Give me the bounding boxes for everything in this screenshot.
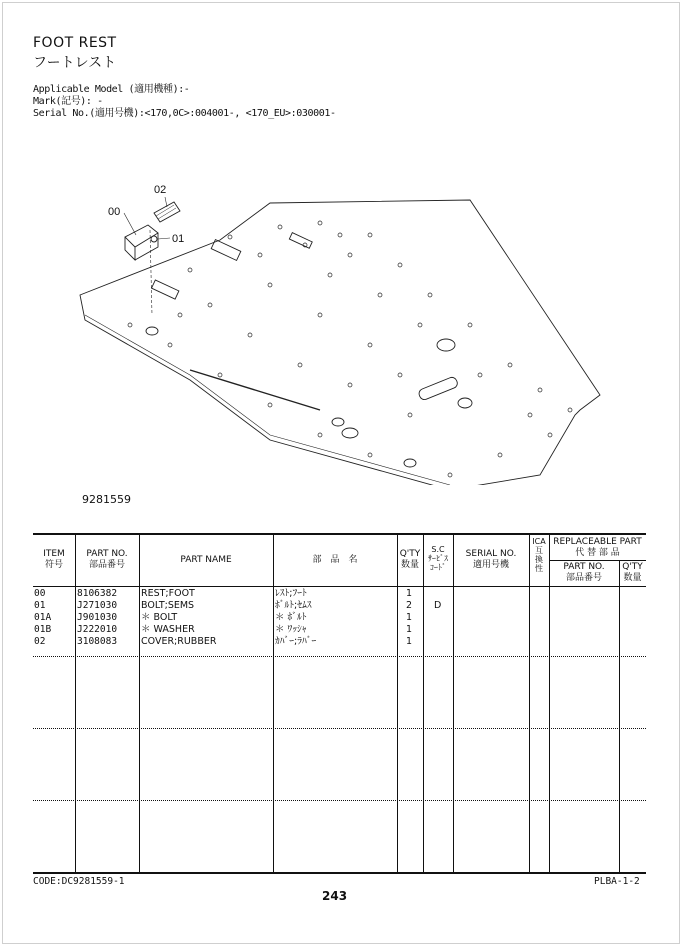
callout-00: 00	[108, 206, 121, 218]
header-replaceable-part-no: PART NO. 部品番号	[563, 562, 605, 583]
quantity: 1	[406, 612, 413, 623]
table-bottom-rule	[33, 872, 646, 874]
table-top-rule	[33, 533, 646, 535]
dotted-separator	[33, 656, 646, 657]
col-divider	[397, 535, 398, 872]
header-serial-no: SERIAL NO. 適用号機	[465, 549, 517, 570]
quantity: 1	[406, 624, 413, 635]
col-divider	[139, 535, 140, 872]
page-title: FOOT REST	[33, 35, 117, 51]
table-header-rule	[33, 586, 646, 587]
service-code: D	[434, 600, 442, 611]
quantity: 1	[406, 636, 413, 647]
dotted-separator	[33, 800, 646, 801]
item-no: 02	[34, 636, 46, 647]
section-reference: PLBA-1-2	[594, 876, 640, 887]
col-divider	[273, 535, 274, 872]
item-no: 01B	[34, 624, 52, 635]
rubber-cover	[154, 202, 180, 222]
quantity: 2	[406, 600, 413, 611]
header-replaceable-part: REPLACEABLE PART 代 替 部 品	[553, 537, 642, 558]
callout-01: 01	[172, 233, 185, 245]
quantity: 1	[406, 588, 413, 599]
item-no: 01A	[34, 612, 52, 623]
col-divider	[529, 535, 530, 872]
page-title-japanese: フートレスト	[33, 55, 117, 71]
part-name: ＊ BOLT	[141, 612, 178, 623]
header-interchangeability: ICA 互 換 性	[532, 537, 546, 573]
part-name-jp: ﾚｽﾄ;ﾌｰﾄ	[275, 588, 307, 599]
header-part-name: PART NAME	[180, 555, 232, 565]
item-no: 01	[34, 600, 46, 611]
part-name: BOLT;SEMS	[141, 600, 195, 611]
part-no: J271030	[77, 600, 118, 611]
header-replaceable-qty: Q'TY 数量	[622, 562, 643, 583]
document-code: CODE:DC9281559-1	[33, 876, 125, 887]
header-qty: Q'TY 数量	[399, 549, 421, 570]
dotted-separator	[33, 728, 646, 729]
mark: Mark(記号): -	[33, 96, 103, 107]
part-name-jp: ＊ ﾎﾞﾙﾄ	[275, 612, 307, 623]
applicable-model: Applicable Model (適用機種):-	[33, 84, 190, 95]
page-number: 243	[322, 889, 348, 903]
part-name-jp: ＊ ﾜｯｼｬ	[275, 624, 307, 635]
part-name-jp: ｶﾊﾞｰ;ﾗﾊﾞｰ	[275, 636, 317, 647]
figure-number: 9281559	[82, 493, 131, 506]
col-divider	[549, 535, 550, 872]
header-part-no: PART NO. 部品番号	[86, 549, 128, 570]
part-name-jp: ﾎﾞﾙﾄ;ｾﾑｽ	[275, 600, 312, 611]
foot-rest-bracket	[125, 225, 158, 260]
header-service-code: S.C ｻｰﾋﾞｽ ｺｰﾄﾞ	[428, 545, 448, 572]
part-name: REST;FOOT	[141, 588, 195, 599]
part-no: J222010	[77, 624, 118, 635]
part-no: J901030	[77, 612, 118, 623]
col-divider	[75, 535, 76, 872]
part-name: ＊ WASHER	[141, 624, 195, 635]
callout-02: 02	[154, 184, 167, 196]
part-name: COVER;RUBBER	[141, 636, 217, 647]
parts-drawing	[70, 175, 630, 485]
col-divider	[453, 535, 454, 872]
item-no: 00	[34, 588, 46, 599]
header-item: ITEM 符号	[43, 549, 65, 570]
replaceable-header-rule	[549, 560, 646, 561]
col-divider	[619, 561, 620, 872]
part-no: 3108083	[77, 636, 118, 647]
serial-no: Serial No.(適用号機):<170,0C>:004001-, <170_EU>:030001-	[33, 108, 336, 119]
part-no: 8106382	[77, 588, 118, 599]
col-divider	[423, 535, 424, 872]
header-buhinmei: 部 品 名	[312, 555, 358, 565]
